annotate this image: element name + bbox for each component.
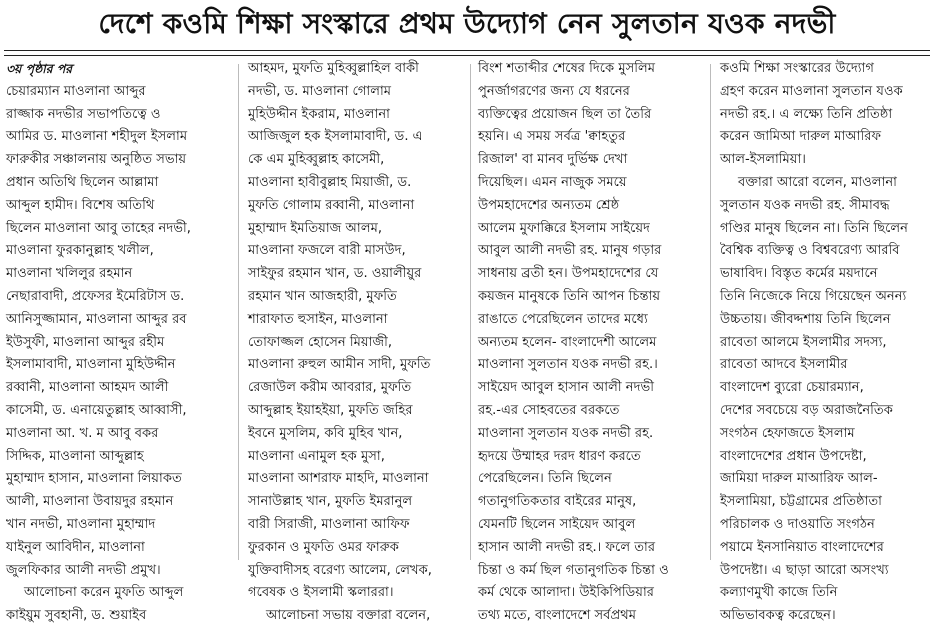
article-column-4	[720, 58, 930, 624]
article-column-3	[478, 58, 700, 624]
article-text-line: সানাউল্লাহ খান, মুফতি ইমরানুল	[248, 494, 413, 510]
article-text-line: গতানুগতিকতার বাইরের মানুষ,	[478, 494, 637, 510]
article-text-line: মাওলানা রুহুল আমীন সাদী, মুফতি	[248, 357, 431, 373]
headline-rule-bottom	[4, 55, 930, 56]
article-text-line: আহমদ, মুফতি মুহিব্বুল্লাহিল বাকী	[248, 61, 419, 76]
article-text-line: ভাষাবিদ। বিস্তৃত কর্মের ময়দানে	[720, 266, 878, 282]
article-text-line: রেজাউল করীম আবরার, মুফতি	[248, 380, 412, 396]
article-text-line: উচ্চতায়। জীবদ্দশায় তিনি ছিলেন	[720, 311, 891, 327]
article-text-line: হয়নি। এ সময় সর্বত্র 'ক্বাহতুর	[478, 129, 626, 145]
article-text-line: মাওলানা আশরাফ মাহদি, মাওলানা	[248, 471, 429, 487]
article-text-line: মাওলানা আ. খ. ম আবু বকর	[6, 425, 159, 441]
article-text-line: আবুল আলী নদভী রহ. মানুষ গড়ার	[478, 243, 662, 259]
article-text-line: জামিয়া দারুল মাআরিফ আল-	[720, 471, 878, 487]
article-text-line: ইবনে মুসলিম, কবি মুহিব খান,	[248, 425, 403, 441]
article-text-line: মাওলানা খলিলুর রহমান	[6, 266, 133, 282]
article-column-2	[248, 58, 462, 624]
article-text-line: সাইফুর রহমান খান, ড. ওয়ালীয়ুর	[248, 266, 422, 282]
article-text-line: নদভী, ড. মাওলানা গোলাম	[248, 83, 392, 99]
article-text-line: ইউসুফী, মাওলানা আব্দুর রহীম	[6, 334, 165, 350]
article-text-line: রাজ্জাক নদভীর সভাপতিত্বে ও	[6, 106, 161, 122]
article-text-line: কওমি শিক্ষা সংস্কারের উদ্যোগ	[720, 61, 874, 76]
article-headline: দেশে কওমি শিক্ষা সংস্কারে প্রথম উদ্যোগ নেন সুলতান যওক নদভী	[98, 6, 836, 40]
article-text-line: দেশের সবচেয়ে বড় অরাজনৈতিক	[720, 402, 893, 418]
article-text-line: সাইয়েদ আবুল হাসান আলী নদভী	[478, 380, 654, 396]
article-text-line: দিয়েছিল। এমন নাজুক সময়ে	[478, 174, 627, 190]
article-text-line: আনিসুজ্জামান, মাওলানা আব্দুর রব	[6, 311, 187, 327]
article-text-line: পরিচালক ও দাওয়াতি সংগঠন	[720, 516, 875, 532]
article-text-line: বারী সিরাজী, মাওলানা আফিফ	[248, 516, 410, 532]
article-text-line: মাওলানা সুলতান যওক নদভী রহ.।	[478, 357, 658, 373]
article-text-line: গণ্ডির মানুষ ছিলেন না। তিনি ছিলেন	[720, 220, 908, 236]
article-text-line: নদভী রহ.। এ লক্ষ্যে তিনি প্রতিষ্ঠা	[720, 106, 893, 122]
article-text-line: কল্যাণমুখী কাজে তিনি	[720, 585, 838, 601]
article-text-line: চিন্তা ও কর্ম ছিল গতানুগতিক চিন্তা ও	[478, 562, 669, 578]
article-text-line: শারাফাত হুসাইন, মাওলানা	[248, 311, 388, 327]
article-text-line: মুফতি গোলাম রব্বানী, মাওলানা	[248, 197, 415, 213]
article-text-line: জুলফিকার আলী নদভী প্রমুখ।	[6, 562, 161, 578]
article-text-line: উপদেষ্টা। এ ছাড়া আরো অসংখ্য	[720, 562, 889, 578]
article-text-line: নেছারাবাদী, প্রফেসর ইমেরিটাস ড.	[6, 288, 185, 304]
article-text-line: সিদ্দিক, মাওলানা আব্দুল্লাহ	[6, 448, 144, 464]
article-text-line: অভিভাবকত্ব করেছেন।	[720, 608, 836, 624]
article-text-line: কাইয়ুম সুবহানী, ড. শুয়াইব	[6, 608, 147, 624]
article-text-line: মুহাম্মাদ হাসান, মাওলানা লিয়াকত	[6, 471, 182, 487]
article-text-line: মাওলানা ফজলে বারী মাসউদ,	[248, 243, 406, 259]
article-text-line: বাংলাদেশ ব্যুরো চেয়ারম্যান,	[720, 380, 864, 396]
article-text-line: যুক্তিবাদীসহ বরেণ্য আলেম, লেখক,	[248, 562, 432, 578]
article-text-line: কাসেমী, ড. এনায়েতুল্লাহ আব্বাসী,	[6, 402, 187, 418]
article-text-line: বাংলাদেশের প্রধান উপদেষ্টা,	[720, 448, 867, 464]
article-text-line: যেমনটি ছিলেন সাইয়েদ আবুল	[478, 516, 636, 532]
article-text-line: মুহাম্মাদ ইমতিয়াজ আলম,	[248, 220, 383, 236]
article-text-line: বৈশ্বিক ব্যক্তিত্ব ও বিশ্ববরেণ্য আরবি	[720, 243, 900, 259]
article-text-line: কর্ম থেকে আলাদা। উইকিপিডিয়ার	[478, 585, 654, 601]
article-text-line: তথ্য মতে, বাংলাদেশে সর্বপ্রথম	[478, 608, 636, 624]
article-text-line: ইসলামিয়া, চট্টগ্রামের প্রতিষ্ঠাতা	[720, 494, 882, 510]
article-text-line: গ্রহণ করেন মাওলানা সুলতান যওক	[720, 83, 903, 99]
article-text-line: গবেষক ও ইসলামী স্কলাররা।	[248, 585, 394, 601]
article-text-line: ব্যক্তিত্বের প্রয়োজন ছিল তা তৈরি	[478, 106, 652, 122]
article-text-line: আল-ইসলামিয়া।	[720, 152, 806, 168]
article-text-line: চেয়ারম্যান মাওলানা আব্দুর	[6, 83, 146, 99]
article-text-line: রব্বানী, মাওলানা আহমদ আলী	[6, 380, 169, 396]
article-text-line: প্রধান অতিথি ছিলেন আল্লামা	[6, 174, 159, 190]
article-text-line: আমির ড. মাওলানা শহীদুল ইসলাম	[6, 129, 188, 145]
article-text-line: কয়জন মানুষকে তিনি আপন চিন্তায়	[478, 288, 661, 304]
article-text-line: পয়ামে ইনসানিয়াত বাংলাদেশের	[720, 539, 884, 555]
article-text-line: হৃদয়ে উম্মাহর দরদ ধারণ করতে	[478, 448, 641, 464]
article-text-line: যাইনুল আবিদীন, মাওলানা	[6, 539, 145, 555]
article-text-line: আলী, মাওলানা উবায়দুর রহমান	[6, 494, 174, 510]
article-column-1	[6, 58, 228, 624]
article-text-line: অন্যতম হলেন- বাংলাদেশী আলেম	[478, 334, 657, 350]
article-text-line: বক্তারা আরো বলেন, মাওলানা	[738, 174, 897, 190]
article-text-line: সুলতান যওক নদভী রহ. সীমাবদ্ধ	[720, 197, 890, 213]
continued-from-page-label: ৩য় পৃষ্ঠার পর	[6, 61, 73, 76]
article-text-line: মাওলানা হাবীবুল্লাহ মিয়াজী, ড.	[248, 174, 412, 190]
article-text-line: আলোচনা সভায় বক্তারা বলেন,	[266, 608, 431, 624]
article-text-line: পুনর্জাগরণের জন্য যে ধরনের	[478, 83, 630, 99]
article-text-line: তোফাজ্জল হোসেন মিয়াজী,	[248, 334, 392, 350]
article-text-line: আলোচনা করেন মুফতি আব্দুল	[24, 585, 184, 601]
article-text-line: ছিলেন মাওলানা আবু তাহের নদভী,	[6, 220, 191, 236]
article-text-line: সংগঠন হেফাজতে ইসলাম	[720, 425, 855, 441]
article-text-line: কে এম মুহিব্বুল্লাহ কাসেমী,	[248, 152, 385, 168]
article-text-line: আলেম মুফাক্কিরে ইসলাম সাইয়েদ	[478, 220, 650, 236]
article-text-line: বিংশ শতাব্দীর শেষের দিকে মুসলিম	[478, 61, 656, 76]
article-body	[0, 58, 934, 624]
article-text-line: উপমহাদেশের অন্যতম শ্রেষ্ঠ	[478, 197, 620, 213]
article-text-line: পেরেছিলেন। তিনি ছিলেন	[478, 471, 612, 487]
article-text-line: হাসান আলী নদভী রহ.। ফলে তার	[478, 539, 656, 555]
article-text-line: মাওলানা সুলতান যওক নদভী রহ.	[478, 425, 654, 441]
article-text-line: মাওলানা এনামুল হক মুসা,	[248, 448, 385, 464]
article-text-line: রাঙাতে পেরেছিলেন তাদের মধ্যে	[478, 311, 648, 327]
article-text-line: খান নদভী, মাওলানা মুহাম্মাদ	[6, 516, 156, 532]
article-text-line: আজিজুল হক ইসলামাবাদী, ড. এ	[248, 129, 423, 145]
article-text-line: রহ.-এর সোহবতের বরকতে	[478, 402, 620, 418]
headline-rule-top	[4, 50, 930, 51]
article-text-line: রাবেতা আদবে ইসলামীর	[720, 357, 848, 373]
article-text-line: করেন জামিআ দারুল মাআরিফ	[720, 129, 882, 145]
article-text-line: রিজাল' বা মানব দুর্ভিক্ষ দেখা	[478, 152, 628, 168]
article-text-line: রহমান খান আজহারী, মুফতি	[248, 288, 397, 304]
article-text-line: মাওলানা ফুরকানুল্লাহ খলীল,	[6, 243, 154, 259]
article-text-line: ইসলামাবাদী, মাওলানা মুহিউদ্দীন	[6, 357, 176, 373]
article-text-line: সাধনায় ব্রতী হন। উপমহাদেশের যে	[478, 266, 659, 282]
article-text-line: আব্দুল্লাহ ইয়াহইয়া, মুফতি জহির	[248, 402, 413, 418]
article-text-line: ফারুকীর সঞ্চালনায় অনুষ্ঠিত সভায়	[6, 152, 187, 168]
article-text-line: আব্দুল হামীদ। বিশেষ অতিথি	[6, 197, 155, 213]
article-text-line: রাবেতা আলমে ইসলামীর সদস্য,	[720, 334, 887, 350]
article-text-line: ফুরকান ও মুফতি ওমর ফারুক	[248, 539, 399, 555]
article-text-line: তিনি নিজেকে নিয়ে গিয়েছেন অনন্য	[720, 288, 907, 304]
article-text-line: মুহিউদ্দীন ইকরাম, মাওলানা	[248, 106, 390, 122]
